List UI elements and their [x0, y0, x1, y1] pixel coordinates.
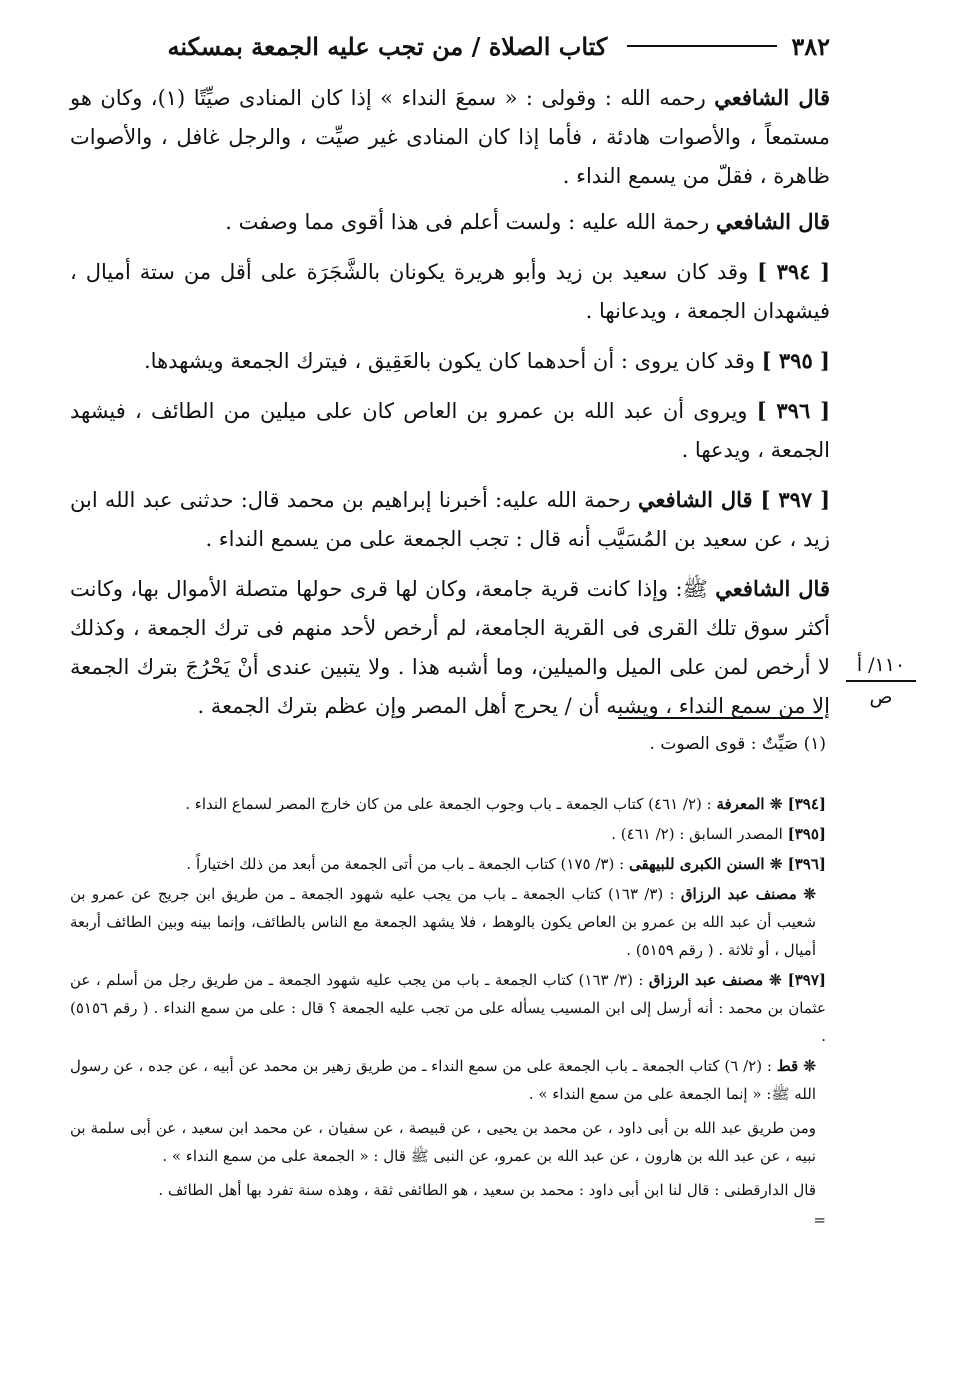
source-notes — [70, 790, 826, 1236]
main-text — [70, 78, 830, 736]
folio-rule — [846, 680, 916, 682]
source-label: [٣٩٤] ❊ المعرفة — [716, 795, 826, 813]
item-number: [ ٣٩٤ ] — [757, 259, 830, 284]
page-number: ٣٨٢ — [791, 31, 830, 61]
source-text: : (٣/ ١٧٥) كتاب الجمعة ـ باب من أتى الجمعة من أبعد من ذلك اختياراً . — [186, 855, 629, 873]
speaker: قال الشافعي — [637, 487, 761, 512]
folio-reference: ١١٠/ أ — [856, 654, 906, 676]
page-header — [70, 28, 830, 64]
source-text: قال الدارقطنى : قال لنا ابن أبى داود : محمد بن سعيد ، هو الطائفى ثقة ، وهذه سنة تفرد بها أهل الطائف . — [158, 1181, 816, 1199]
source-text: : (٢/ ٦) كتاب الجمعة ـ باب الجمعة على من سمع النداء ـ من طريق زهير بن محمد عن أبيه ، عن جده ، عن رسول الله ﷺ: « إنما الجمعة على من سمع النداء » . — [70, 1057, 816, 1103]
source-label: [٣٩٧] ❊ مصنف عبد الرزاق — [648, 971, 826, 989]
paragraph-text: رحمة الله عليه: أخبرنا إبراهيم بن محمد قال: حدثنى عبد الله ابن زيد ، عن سعيد بن المُسَيَّب أنه قال : تجب الجمعة على من يسمع النداء . — [70, 488, 830, 551]
header-rule — [627, 45, 777, 47]
source-text: : (٢/ ٤٦١) كتاب الجمعة ـ باب وجوب الجمعة على من كان خارج المصر لسماع النداء . — [185, 795, 717, 813]
manuscript-siglum: ص — [869, 686, 893, 708]
paragraph — [70, 341, 830, 381]
running-title: كتاب الصلاة / من تجب عليه الجمعة بمسكنه — [167, 31, 608, 61]
footnote-rule — [618, 717, 823, 719]
paragraph-text: ويروى أن عبد الله بن عمرو بن العاص كان على ميلين من الطائف ، فيشهد الجمعة ، ويدعها . — [70, 399, 830, 462]
footnote: (١) صَيِّتٌ : قوى الصوت . — [649, 734, 826, 754]
source-label: [٣٩٥] — [787, 825, 826, 843]
source-text: المصدر السابق : (٢/ ٤٦١) . — [611, 825, 788, 843]
manuscript-folio-note — [846, 652, 916, 710]
source-entry — [70, 1114, 826, 1170]
paragraph-text: ﷺ: وإذا كانت قرية جامعة، وكان لها قرى حولها متصلة الأموال بها، وكانت أكثر سوق تلك القرى فى القرية الجامعة، لم أرخص لأحد منهم فى ترك الجمعة ، وكذلك لا أرخص لمن على الميل والميلين، وما أشبه هذا . ولا يتبين عندى أنْ يَحْرُجَ بترك الجمعة إلا من سمع النداء ، ويشبه أن / يحرج أهل المصر وإن عظم بترك الجمعة . — [70, 577, 830, 718]
paragraph — [70, 569, 830, 726]
source-entry — [70, 1052, 826, 1108]
source-entry — [70, 880, 826, 964]
source-entry — [70, 966, 826, 1050]
source-label: [٣٩٦] ❊ السنن الكبرى للبيهقى — [628, 855, 826, 873]
paragraph-text: رحمة الله عليه : ولست أعلم فى هذا أقوى مما وصفت . — [225, 210, 716, 234]
source-entry — [70, 850, 826, 878]
item-number: [ ٣٩٧ ] — [760, 487, 831, 512]
item-number: [ ٣٩٦ ] — [756, 398, 831, 423]
paragraph — [70, 202, 830, 242]
speaker: قال الشافعي — [715, 576, 830, 601]
continuation-mark: = — [813, 1211, 826, 1229]
source-entry — [70, 790, 826, 818]
source-text: ومن طريق عبد الله بن أبى داود ، عن محمد بن يحيى ، عن قبيصة ، عن سفيان ، عن محمد ابن سعيد ، عن أبى سلمة بن نبيه ، عن عبد الله بن هارون ، عن عبد الله بن عمرو، عن النبى ﷺ قال : « الجمعة على من سمع النداء » . — [70, 1119, 816, 1165]
source-entry — [70, 820, 826, 848]
speaker: قال الشافعي — [715, 209, 830, 234]
source-text: : (٣/ ١٦٣) كتاب الجمعة ـ باب من يجب عليه شهود الجمعة ـ من طريق ابن جريج عن عمرو بن شعيب أن عبد الله بن عمرو بن العاص يكون بالوهط ، فلا يشهد الجمعة مع الناس بالطائف، وإنما بينه وبين الطائف أربعة أميال ، أو ثلاثة . ( رقم ٥١٥٩) . — [70, 885, 816, 959]
source-label: ❊ قط — [776, 1057, 816, 1075]
paragraph-text: وقد كان سعيد بن زيد وأبو هريرة يكونان بالشَّجَرَة على أقل من ستة أميال ، فيشهدان الجمعة ، ويدعانها . — [70, 260, 830, 323]
item-number: [ ٣٩٥ ] — [761, 348, 830, 373]
speaker: قال الشافعي — [714, 85, 831, 110]
paragraph — [70, 252, 830, 331]
source-entry — [70, 1176, 826, 1204]
source-label: ❊ مصنف عبد الرزاق — [680, 885, 816, 903]
paragraph-text: وقد كان يروى : أن أحدهما كان يكون بالعَقِيق ، فيترك الجمعة ويشهدها. — [144, 349, 762, 373]
source-text: : (٣/ ١٦٣) كتاب الجمعة ـ باب من يجب عليه شهود الجمعة ـ من طريق رجل من أسلم ، عن عثمان بن محمد : أنه أرسل إلى ابن المسيب يسأله على من تجب عليه الجمعة ؟ قال : على من سمع النداء . ( رقم ٥١٥٦) . — [70, 971, 826, 1045]
paragraph — [70, 78, 830, 196]
paragraph-text: رحمه الله : وقولى : « سمعَ النداء » إذا كان المنادى صيِّتًا (١)، وكان هو مستمعاً ، والأصوات هادئة ، فأما إذا كان المنادى غير صيِّت ، والرجل غافل ، والأصوات ظاهرة ، فقلّ من يسمع النداء . — [70, 86, 830, 188]
paragraph — [70, 480, 830, 559]
paragraph — [70, 391, 830, 470]
